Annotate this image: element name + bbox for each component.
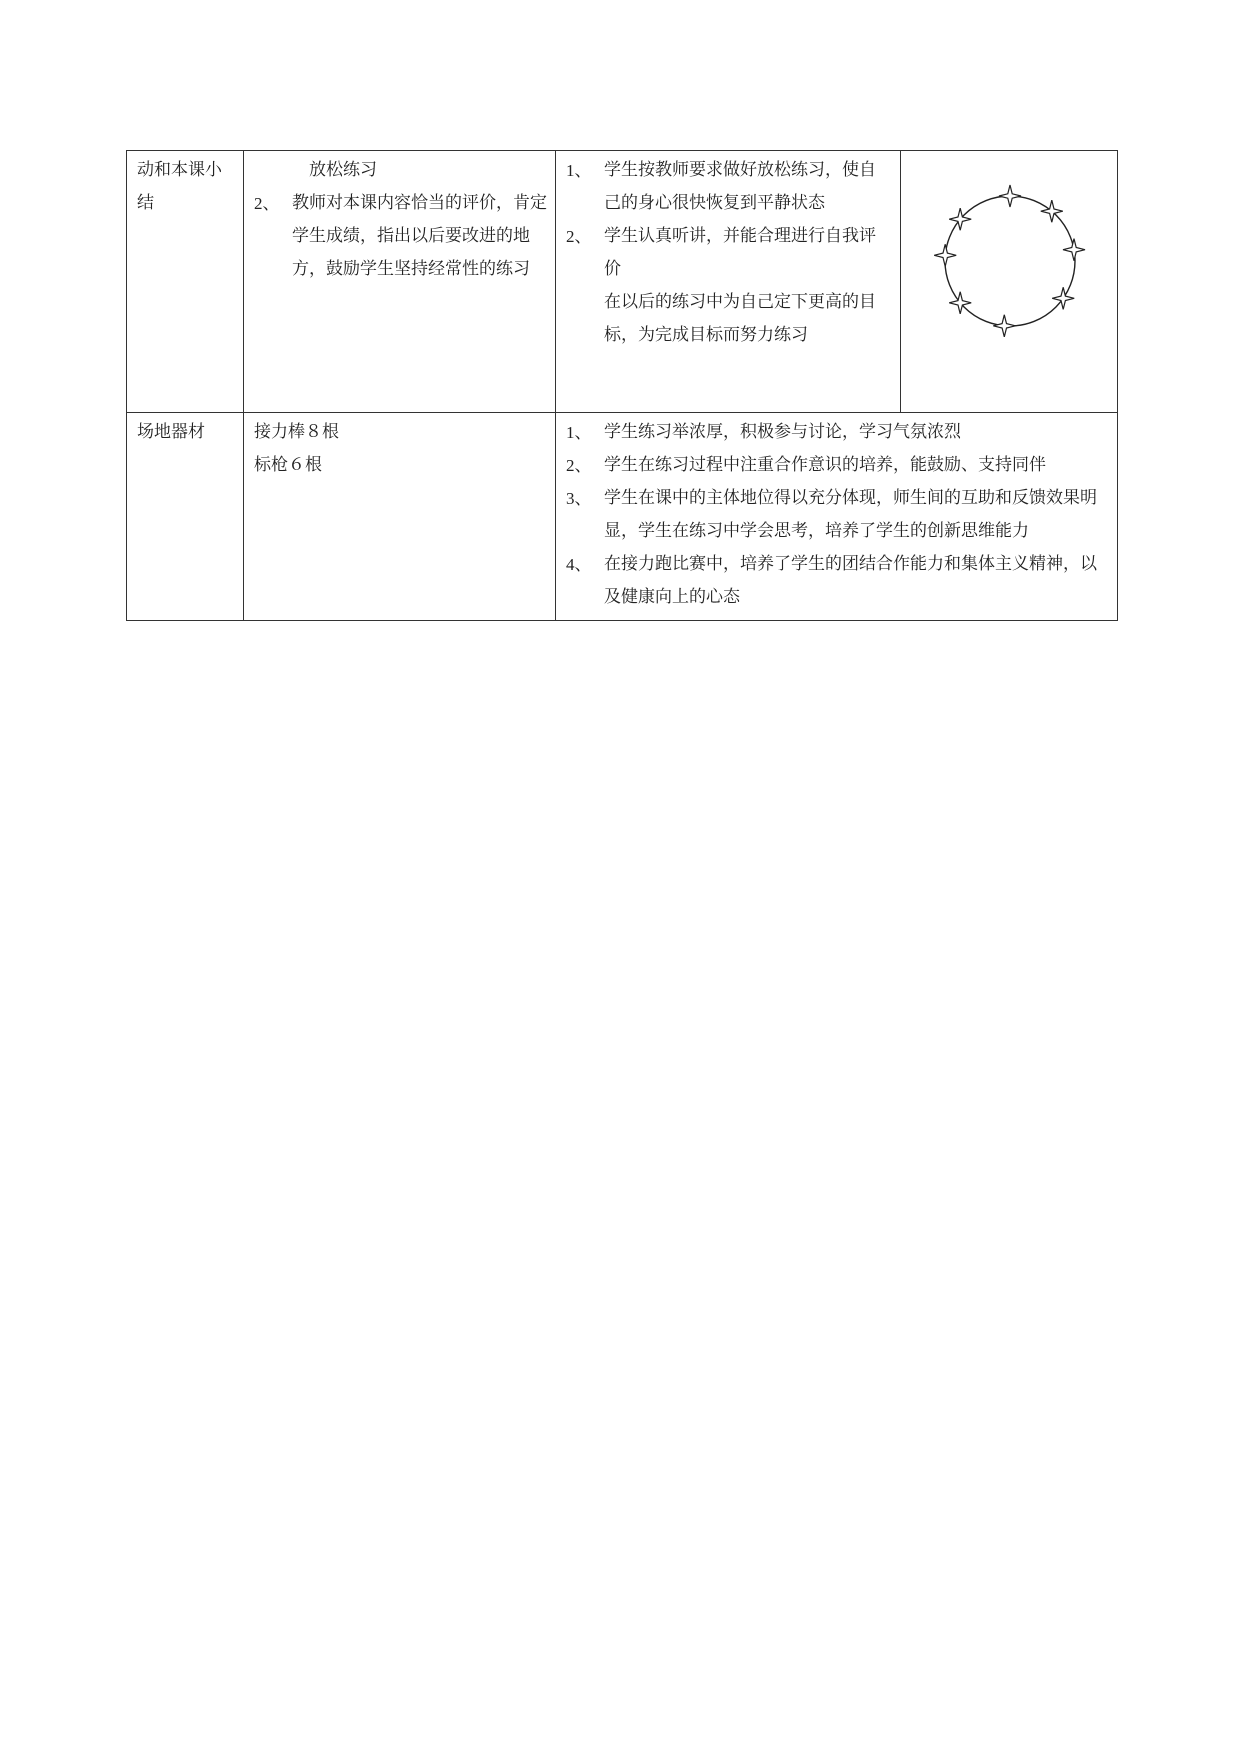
list-item <box>566 548 1109 614</box>
section-label: 动和本课小结 <box>137 160 222 213</box>
item-number: 1、 <box>566 423 592 442</box>
list-item <box>566 482 1109 548</box>
section-cell <box>127 151 244 413</box>
item-number: 4、 <box>566 555 592 574</box>
item-number: 1、 <box>566 161 592 180</box>
four-point-star-icon <box>999 185 1021 207</box>
equipment-item: 接力棒８根 <box>254 422 339 442</box>
student-tail-text: 在以后的练习中为自己定下更高的目标，为完成目标而努力练习 <box>604 292 876 345</box>
item-text: 学生在课中的主体地位得以充分体现，师生间的互助和反馈效果明显，学生在练习中学会思考，培养了学生的创新思维能力 <box>604 488 1097 541</box>
item-text: 学生按教师要求做好放松练习，使自己的身心很快恢复到平静状态 <box>604 160 876 213</box>
content-lead: 放松练习 <box>309 160 377 180</box>
table-row <box>127 413 1118 621</box>
item-number: 2、 <box>566 227 592 246</box>
list-item <box>566 416 1109 449</box>
student-list <box>566 154 892 286</box>
table-row <box>127 151 1118 413</box>
formation-figure-cell <box>901 151 1118 413</box>
list-item <box>566 449 1109 482</box>
four-point-star-icon <box>993 315 1015 337</box>
list-item <box>566 220 892 286</box>
equipment-cell <box>244 413 556 621</box>
teacher-content-cell <box>244 151 556 413</box>
list-item <box>254 187 547 286</box>
equipment-item: 标枪６根 <box>254 455 322 475</box>
section-label: 场地器材 <box>137 422 205 442</box>
section-cell <box>127 413 244 621</box>
formation-circle <box>945 196 1075 326</box>
four-point-star-icon <box>934 244 956 266</box>
effects-list <box>566 416 1109 614</box>
four-point-star-icon <box>1063 239 1085 261</box>
effects-cell <box>556 413 1118 621</box>
list-item <box>566 154 892 220</box>
item-text: 在接力跑比赛中，培养了学生的团结合作能力和集体主义精神，以及健康向上的心态 <box>604 554 1097 607</box>
item-text: 教师对本课内容恰当的评价，肯定学生成绩，指出以后要改进的地方，鼓励学生坚持经常性的练习 <box>292 193 547 279</box>
item-number: 2、 <box>566 456 592 475</box>
four-point-star-icon <box>1052 287 1074 309</box>
item-text: 学生练习举浓厚，积极参与讨论，学习气氛浓烈 <box>604 422 961 442</box>
circle-formation-diagram <box>925 176 1095 346</box>
lesson-plan-table <box>126 150 1118 621</box>
item-number: 2、 <box>254 194 280 213</box>
content-list <box>254 187 547 286</box>
student-activity-cell <box>556 151 901 413</box>
item-text: 学生在练习过程中注重合作意识的培养，能鼓励、支持同伴 <box>604 455 1046 475</box>
item-text: 学生认真听讲，并能合理进行自我评价 <box>604 226 876 279</box>
item-number: 3、 <box>566 489 592 508</box>
